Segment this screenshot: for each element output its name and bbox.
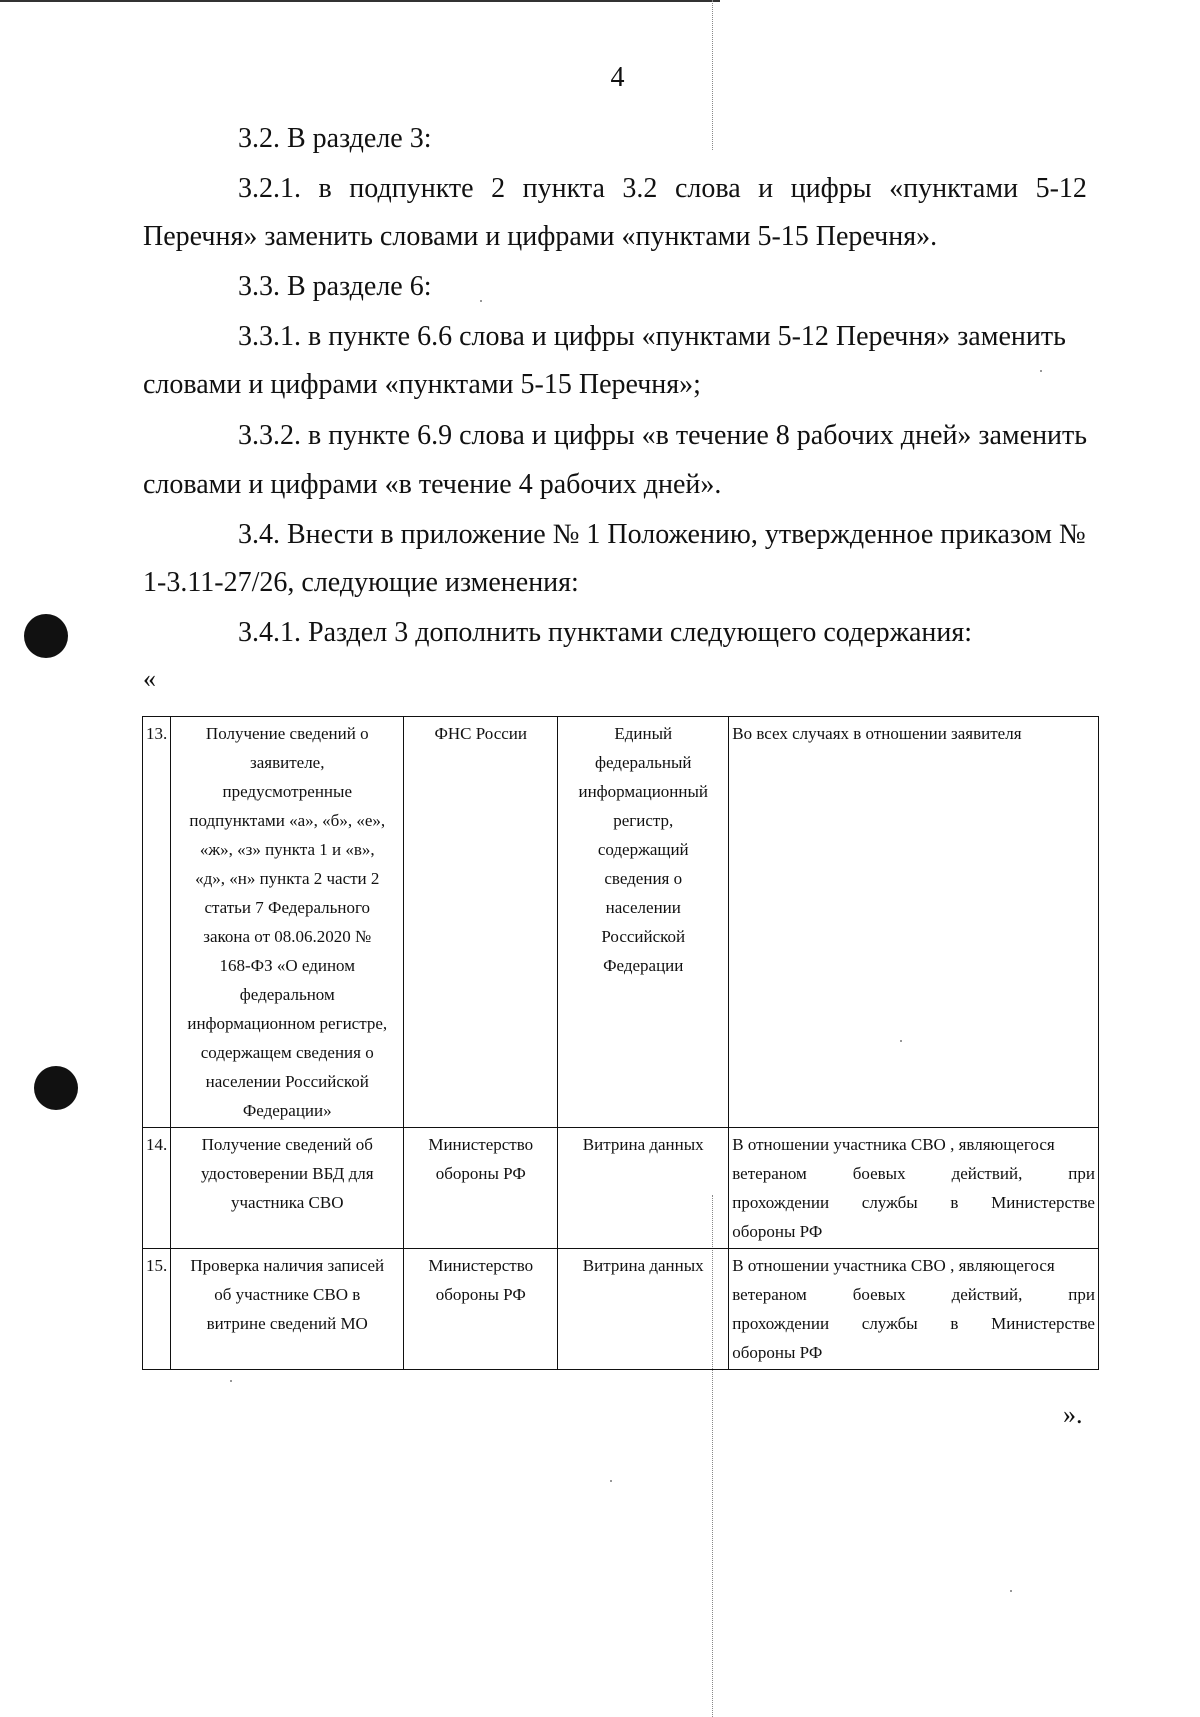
paragraph-3-2-1-line2: Перечня» заменить словами и цифрами «пунктами 5-15 Перечня». [143,221,938,252]
cell-line: информационном регистре, [187,1014,388,1033]
cell-line: Проверка наличия записей [190,1256,385,1275]
paragraph-3-3-2-line1: 3.3.2. в пункте 6.9 слова и цифры «в течение 8 рабочих дней» заменить [238,420,1088,451]
punch-hole [34,1066,78,1110]
cell-line: обороны РФ [435,1164,526,1183]
cell-line: статьи 7 Федерального [204,898,371,917]
source-cell [558,1249,729,1370]
cell-line: Получение сведений об [201,1135,373,1154]
word: ветераном [732,1164,807,1183]
cell-line: предусмотренные [222,782,352,801]
word: действий, [951,1164,1023,1183]
paragraph-3-3-2-line2: словами и цифрами «в течение 4 рабочих дней». [143,469,722,500]
word: в [950,1314,959,1333]
cell-line: обороны РФ [435,1285,526,1304]
amendment-table [142,716,1099,1370]
word: Министерстве [991,1314,1095,1333]
word: 3.2.1. [238,173,301,204]
word: службы [861,1314,918,1333]
word: в [318,173,332,204]
cell-line: содержащий [597,840,689,859]
cell-line: населении [605,898,681,917]
cell-line: населении Российской [205,1072,369,1091]
cell-line: Единый [614,724,673,743]
cell-line: обороны РФ [732,1222,823,1241]
cell-line: об участнике СВО в [214,1285,361,1304]
word: в [950,1193,959,1212]
provider-cell [404,1249,558,1370]
row-number-cell [143,1249,171,1370]
word: боевых [852,1164,906,1183]
cell-line: сведения о [604,869,683,888]
scan-speck [900,1040,902,1042]
cell-line: Витрина данных [582,1135,704,1154]
word: подпункте [349,173,474,204]
opening-quote: « [143,664,156,693]
paragraph-3-4-line2: 1-3.11-27/26, следующие изменения: [143,567,579,598]
word: при [1068,1164,1095,1183]
row-number-cell [143,1128,171,1249]
cell-line: В отношении участника СВО , являющегося [732,1256,1055,1275]
info-name-cell [171,1249,404,1370]
cell-line: удостоверении ВБД для [200,1164,374,1183]
provider-cell [404,717,558,1128]
word: действий, [951,1285,1023,1304]
paragraph-3-2-1-line1 [238,173,1087,205]
cell-line: содержащем сведения о [200,1043,374,1062]
cell-line: 168-ФЗ «О едином [219,956,355,975]
paragraph-3-3-1-line2: словами и цифрами «пунктами 5-15 Перечня»; [143,369,701,400]
source-cell [558,1128,729,1249]
cell-line: Федерации» [242,1101,332,1120]
word: 3.2 [622,173,658,204]
paragraph-3-4-line1: 3.4. Внести в приложение № 1 Положению, утвержденное приказом № [238,519,1086,550]
paragraph-3-3-1-line1: 3.3.1. в пункте 6.6 слова и цифры «пунктами 5-12 Перечня» заменить [238,321,1066,352]
cell-line [732,1188,1095,1217]
word: «пунктами [889,173,1019,204]
cell-line [732,1280,1095,1309]
cell-line: обороны РФ [732,1343,823,1362]
word: ветераном [732,1285,807,1304]
word: прохождении [732,1193,830,1212]
cell-line: Министерство [428,1135,534,1154]
condition-cell [729,1249,1099,1370]
cell-line: Российской [601,927,686,946]
cell-line: подпунктами «а», «б», «е», [189,811,386,830]
scan-speck [480,300,482,302]
word: 5-12 [1035,173,1087,204]
info-name-cell [171,1128,404,1249]
closing-quote: ». [1063,1400,1083,1429]
paragraph-3-4-1: 3.4.1. Раздел 3 дополнить пунктами следующего содержания: [238,617,973,648]
cell-line: 13. [146,724,168,743]
cell-line: «д», «н» пункта 2 части 2 [195,869,380,888]
word: боевых [852,1285,906,1304]
cell-line: 14. [146,1135,168,1154]
cell-line: В отношении участника СВО , являющегося [732,1135,1055,1154]
scan-speck [610,1480,612,1482]
cell-line: Витрина данных [582,1256,704,1275]
provider-cell [404,1128,558,1249]
scan-speck [230,1380,232,1382]
source-cell [558,717,729,1128]
word: при [1068,1285,1095,1304]
cell-line [732,1159,1095,1188]
paragraph-3-2: 3.2. В разделе 3: [238,123,432,154]
table-row [143,1128,1099,1249]
word: и [758,173,774,204]
cell-line [732,1309,1095,1338]
word: слова [674,173,741,204]
cell-line: Во всех случаях в отношении заявителя [732,724,1022,743]
cell-line: Министерство [428,1256,534,1275]
paragraph-3-3: 3.3. В разделе 6: [238,271,432,302]
scan-speck [1010,1590,1012,1592]
punch-hole [24,614,68,658]
info-name-cell [171,717,404,1128]
table-row [143,1249,1099,1370]
row-number-cell [143,717,171,1128]
cell-line: заявителе, [250,753,325,772]
word: 2 [491,173,506,204]
page-number: 4 [610,62,625,93]
cell-line: «ж», «з» пункта 1 и «в», [199,840,375,859]
cell-line: участника СВО [230,1193,344,1212]
word: службы [861,1193,918,1212]
word: цифры [790,173,872,204]
cell-line: информационный [578,782,709,801]
cell-line: федеральный [594,753,692,772]
cell-line: закона от 08.06.2020 № [203,927,372,946]
condition-cell [729,717,1099,1128]
cell-line: федеральном [239,985,335,1004]
cell-line: витрине сведений МО [206,1314,368,1333]
word: Министерстве [991,1193,1095,1212]
cell-line: 15. [146,1256,168,1275]
cell-line: Федерации [603,956,684,975]
table-row [143,717,1099,1128]
cell-line: ФНС России [434,724,528,743]
word: пункта [522,173,605,204]
condition-cell [729,1128,1099,1249]
scan-speck [1040,370,1042,372]
word: прохождении [732,1314,830,1333]
scan-top-edge [0,0,720,2]
cell-line: Получение сведений о [205,724,369,743]
cell-line: регистр, [613,811,674,830]
